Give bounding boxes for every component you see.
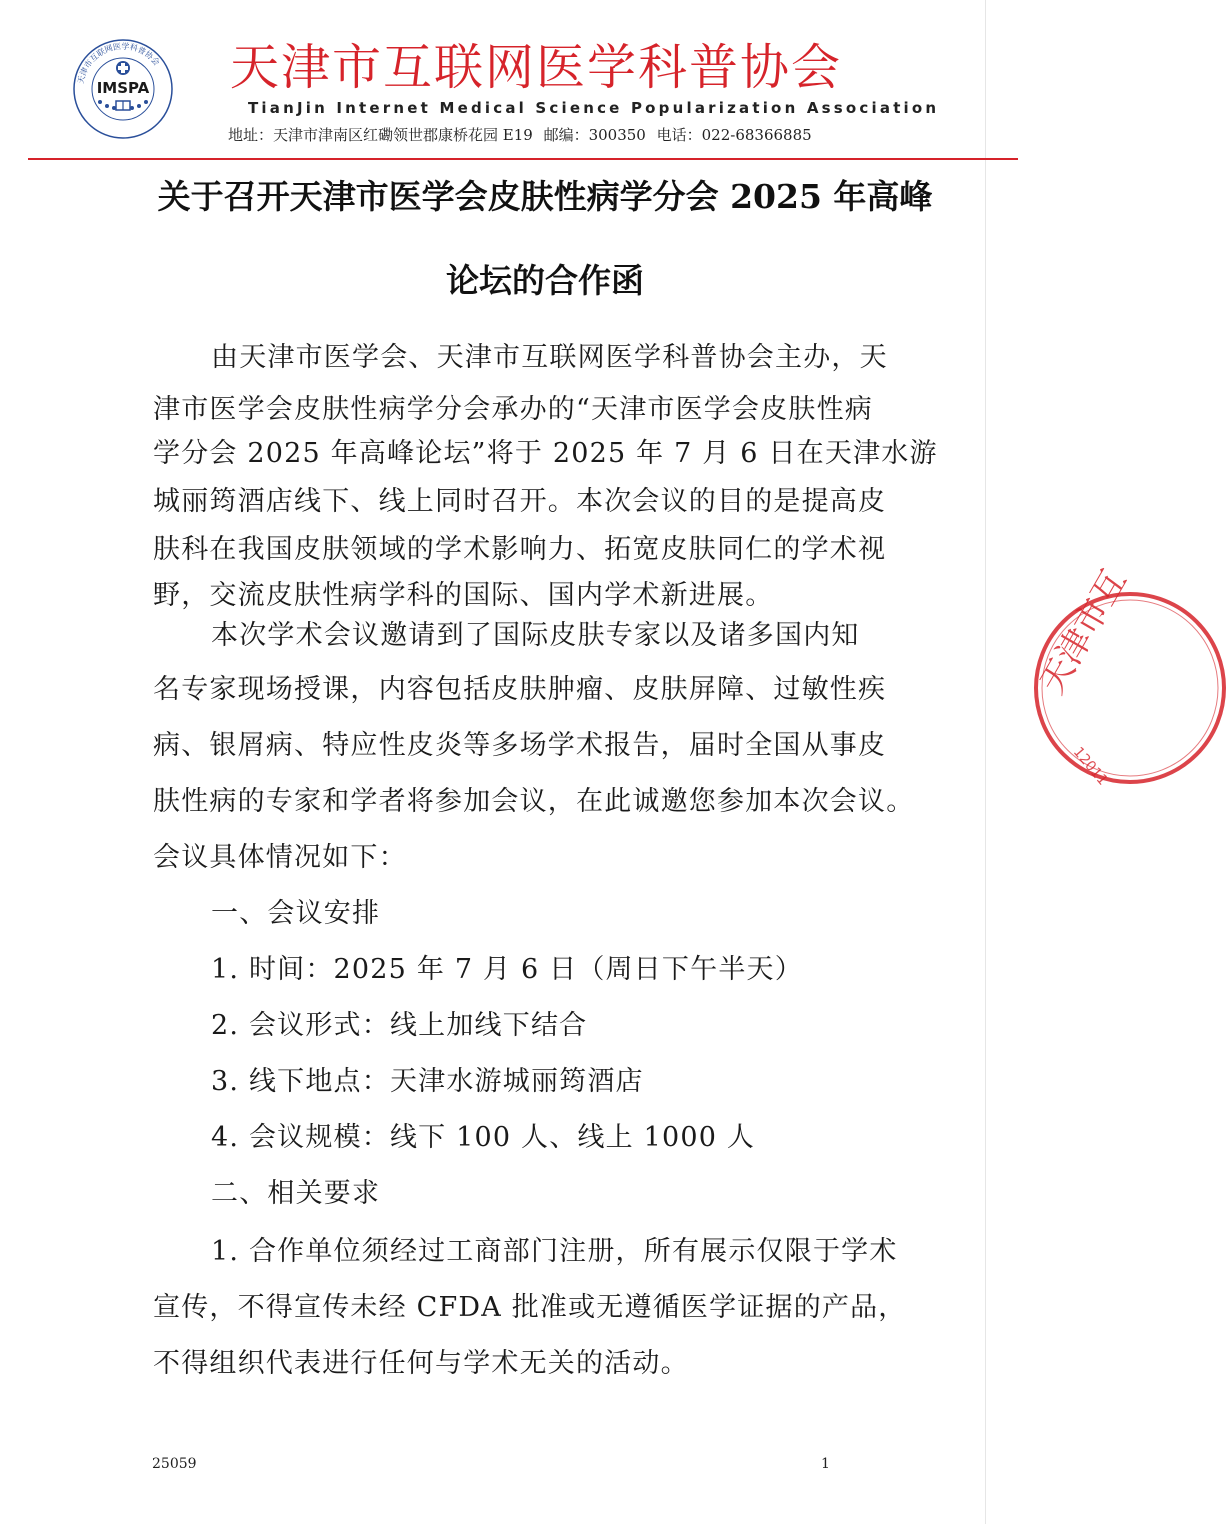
document-number: 25059 [152,1456,197,1472]
scan-edge-line [985,0,986,1524]
imspa-logo-icon [72,38,174,140]
page-number: 1 [821,1456,830,1472]
paragraph1-line: 学分会 2025 年高峰论坛”将于 2025 年 7 月 6 日在天津水游 [153,438,938,469]
paragraph2-line: 本次学术会议邀请到了国际皮肤专家以及诸多国内知 [211,620,860,651]
paragraph2-line: 病、银屑病、特应性皮炎等多场学术报告，届时全国从事皮 [153,730,887,761]
arrangement-item: 1. 时间：2025 年 7 月 6 日（周日下午半天） [211,954,803,985]
paragraph2-line: 名专家现场授课，内容包括皮肤肿瘤、皮肤屏障、过敏性疾 [153,674,887,705]
section2-heading: 二、相关要求 [211,1178,381,1209]
paragraph2-line: 会议具体情况如下： [153,842,407,873]
arrangement-item: 3. 线下地点：天津水游城丽筠酒店 [211,1066,644,1097]
org-address-line [228,124,868,146]
arrangement-item: 4. 会议规模：线下 100 人、线上 1000 人 [211,1122,756,1153]
address: 地址：天津市津南区红磡领世郡康桥花园 E19 [228,126,533,144]
org-name-cn: 天津市互联网医学科普协会 [230,39,843,96]
logo-text: IMSPA [96,79,150,97]
postcode: 邮编：300350 [543,126,646,144]
svg-text:天津市互: 天津市互 [1032,562,1135,701]
document-title-line1: 关于召开天津市医学会皮肤性病学分会 2025 年高峰 [157,177,933,216]
arrangement-item: 2. 会议形式：线上加线下结合 [211,1010,588,1041]
paragraph2-line: 肤性病的专家和学者将参加会议，在此诚邀您参加本次会议。 [153,786,915,817]
requirement-line: 不得组织代表进行任何与学术无关的活动。 [153,1348,689,1379]
paragraph1-line: 津市医学会皮肤性病学分会承办的“天津市医学会皮肤性病 [153,394,874,425]
header-divider [28,158,1018,160]
org-name-en: TianJin Internet Medical Science Popularization Association [248,99,940,117]
requirement-line: 宣传，不得宣传未经 CFDA 批准或无遵循医学证据的产品， [153,1292,907,1323]
official-seal [1030,562,1135,789]
seal-icon [1030,562,1230,789]
paragraph1-line: 野，交流皮肤性病学科的国际、国内学术新进展。 [153,580,774,611]
paragraph1-line: 肤科在我国皮肤领域的学术影响力、拓宽皮肤同仁的学术视 [153,534,887,565]
logo-ring-text: 天津市互联网医学科普协会 [76,41,162,85]
svg-text:12011: 12011 [1069,744,1111,789]
document-title-line2: 论坛的合作函 [446,261,644,300]
phone: 电话：022-68366885 [656,126,812,144]
paragraph1-line: 城丽筠酒店线下、线上同时召开。本次会议的目的是提高皮 [153,486,887,517]
requirement-line: 1. 合作单位须经过工商部门注册，所有展示仅限于学术 [211,1236,898,1267]
paragraph1-line: 由天津市医学会、天津市互联网医学科普协会主办，天 [211,342,888,373]
section1-heading: 一、会议安排 [211,898,381,929]
